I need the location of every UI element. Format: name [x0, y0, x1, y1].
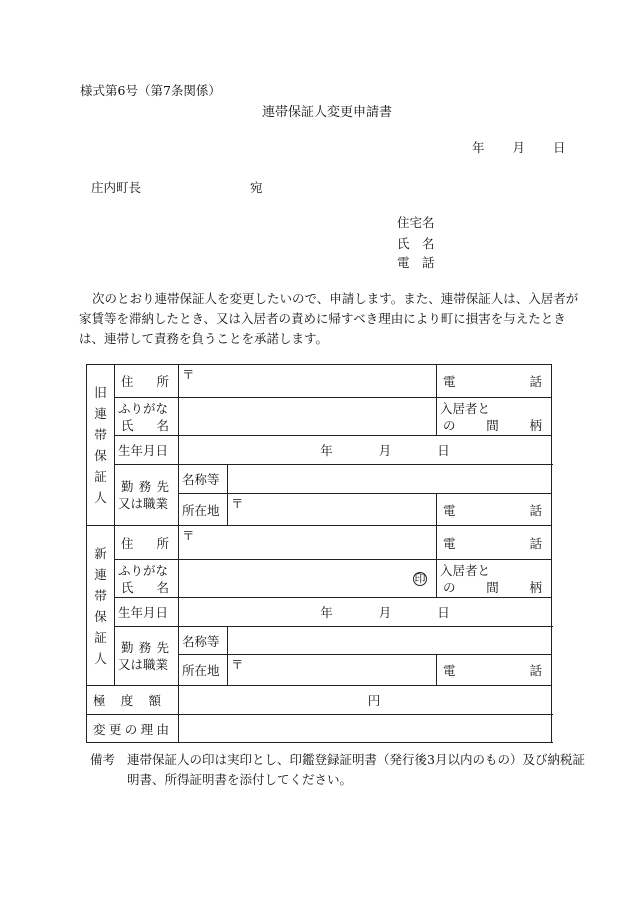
declaration-text	[79, 289, 579, 349]
new-guarantor-header: 新 連 帯 保 証 人	[87, 526, 115, 686]
postal-mark: 〒	[231, 496, 244, 511]
old-work-location-field[interactable]	[228, 494, 437, 526]
limit-amount-field[interactable]: 円	[179, 686, 552, 715]
new-work-name-label: 名称等	[179, 627, 228, 655]
addressee-suffix: 宛	[250, 180, 263, 195]
old-work-location-label: 所在地	[179, 494, 228, 526]
old-work-phone-label: 電 話	[437, 494, 552, 526]
old-work-name-field[interactable]	[228, 465, 552, 494]
change-reason-label: 変 更 の 理 由	[87, 715, 179, 743]
limit-amount-label: 極 度 額	[87, 686, 179, 715]
new-work-label: 勤 務 先 又は職業	[115, 627, 179, 686]
guarantor-table	[86, 364, 552, 743]
old-guarantor-header: 旧 連 帯 保 証 人	[87, 365, 115, 526]
note-label: 備考	[90, 752, 116, 767]
seal-mark: 印	[414, 571, 426, 585]
date-year: 年	[472, 140, 485, 155]
applicant-address-label: 住宅名	[397, 215, 435, 230]
page-title: 連帯保証人変更申請書	[262, 105, 393, 120]
new-birth-label: 生年月日	[115, 598, 179, 627]
new-work-location-label: 所在地	[179, 655, 228, 686]
declaration-line-2: 家賃等を滞納したとき、又は入居者の責めに帰すべき理由により町に損害を与えたとき	[79, 311, 566, 326]
new-work-location-field[interactable]	[228, 655, 437, 686]
old-birth-label: 生年月日	[115, 436, 179, 465]
declaration-line-1: 次のとおり連帯保証人を変更したいので、申請します。また、連帯保証人は、入居者が	[92, 291, 579, 306]
postal-mark: 〒	[182, 367, 195, 382]
new-work-phone-label: 電 話	[437, 655, 552, 686]
declaration-line-3: は、連帯して責務を負うことを承諾します。	[79, 331, 329, 346]
old-address-label: 住 所	[115, 365, 179, 398]
change-reason-field[interactable]	[179, 715, 552, 743]
old-name-label: ふりがな 氏 名	[115, 398, 179, 436]
old-relation-label: 入居者と の 間 柄	[437, 398, 552, 436]
new-relation-label: 入居者と の 間 柄	[437, 560, 552, 598]
applicant-name-label: 氏 名	[397, 236, 435, 251]
addressee-name: 庄内町長	[91, 180, 142, 195]
old-work-name-label: 名称等	[179, 465, 228, 494]
note-line-1: 連帯保証人の印は実印とし、印鑑登録証明書（発行後3月以内のもの）及び納税証	[127, 752, 585, 767]
old-address-field[interactable]	[179, 365, 437, 398]
new-address-field[interactable]	[179, 526, 437, 560]
new-birth-field[interactable]: 年 月 日	[179, 598, 552, 627]
old-name-field[interactable]	[179, 398, 437, 436]
postal-mark: 〒	[182, 528, 195, 543]
date-month: 月	[512, 140, 526, 155]
new-work-name-field[interactable]	[228, 627, 552, 655]
new-name-label: ふりがな 氏 名	[115, 560, 179, 598]
new-phone-label: 電 話	[437, 526, 552, 560]
new-address-label: 住 所	[115, 526, 179, 560]
new-name-field[interactable]	[179, 560, 437, 598]
form-number: 様式第6号（第7条関係）	[80, 83, 221, 98]
old-work-label: 勤 務 先 又は職業	[115, 465, 179, 526]
note-line-2: 明書、所得証明書を添付してください。	[127, 772, 353, 787]
old-phone-label: 電 話	[437, 365, 552, 398]
date-day: 日	[553, 140, 566, 155]
applicant-phone-label: 電 話	[397, 255, 435, 270]
postal-mark: 〒	[231, 657, 244, 672]
old-birth-field[interactable]: 年 月 日	[179, 436, 552, 465]
date-line	[472, 138, 566, 156]
